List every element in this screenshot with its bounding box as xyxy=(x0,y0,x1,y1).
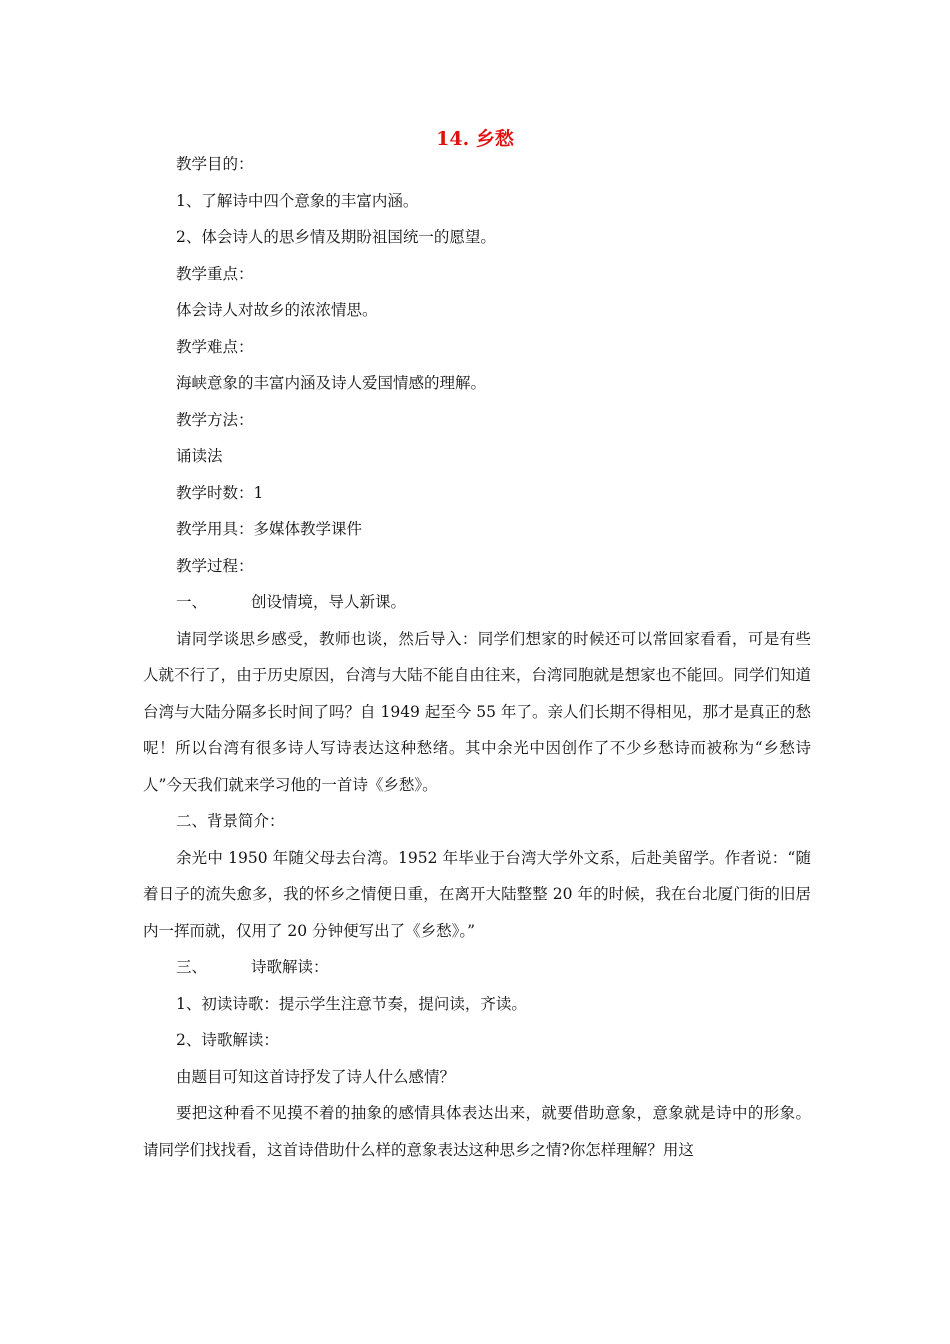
section-2-heading: 二、背景简介： xyxy=(176,812,285,830)
method-text: 诵读法 xyxy=(176,447,223,465)
section-1-heading xyxy=(143,584,811,621)
key-heading: 教学重点： xyxy=(176,264,254,283)
section-3-heading xyxy=(143,949,811,986)
difficulty-text: 海峡意象的丰富内涵及诗人爱国情感的理解。 xyxy=(176,374,487,392)
teaching-tools: 教学用具：多媒体教学课件 xyxy=(176,520,363,538)
section-1-paragraph: 请同学谈思乡感受，教师也谈，然后导入：同学们想家的时候还可以常回家看看，可是有些人就不行了，由于历史原因，台湾与大陆不能自由往来，台湾同胞就是想家也不能回。同学们知道台湾与大陆分隔多长时间了吗？自 1949 起至今 55 年了。亲人们长期不得相见，那才是真正的愁呢！所以台湾有很多诗人写诗表达这种愁绪。其中余光中因创作了不少乡愁诗而被称为“乡愁诗人”今天我们就来学习他的一首诗《乡愁》。 xyxy=(143,629,811,794)
step-1: 1、初读诗歌：提示学生注意节奏，提问读，齐读。 xyxy=(176,994,527,1013)
final-paragraph: 要把这种看不见摸不着的抽象的感情具体表达出来，就要借助意象，意象就是诗中的形象。请同学们找找看，这首诗借助什么样的意象表达这种思乡之情?你怎样理解？用这 xyxy=(143,1104,811,1159)
section-2-paragraph: 余光中 1950 年随父母去台湾。1952 年毕业于台湾大学外文系，后赴美留学。作者说：“随着日子的流失愈多，我的怀乡之情便日重，在离开大陆整整 20 年的时候，我在台北厦门街的旧居内一挥而就，仅用了 20 分钟便写出了《乡愁》。” xyxy=(143,848,811,940)
step-2: 2、诗歌解读： xyxy=(176,1031,279,1049)
objective-item: 1、了解诗中四个意象的丰富内涵。 xyxy=(176,191,419,210)
method-heading: 教学方法： xyxy=(176,410,254,429)
teaching-hours: 教学时数：1 xyxy=(176,483,264,502)
process-heading: 教学过程： xyxy=(176,556,254,575)
section-1-number: 一、 xyxy=(176,593,208,611)
difficulty-heading: 教学难点： xyxy=(176,337,254,356)
section-1-title: 创设情境，导人新课。 xyxy=(251,593,407,611)
key-text: 体会诗人对故乡的浓浓情思。 xyxy=(176,301,378,319)
document-title: 14. 乡愁 xyxy=(436,128,514,150)
section-3-title: 诗歌解读： xyxy=(251,958,329,976)
objective-item: 2、体会诗人的思乡情及期盼祖国统一的愿望。 xyxy=(176,228,496,246)
section-3-number: 三、 xyxy=(176,958,208,976)
objectives-heading: 教学目的： xyxy=(176,155,254,173)
question-text: 由题目可知这首诗抒发了诗人什么感情？ xyxy=(176,1067,456,1086)
document-body xyxy=(143,146,811,1168)
